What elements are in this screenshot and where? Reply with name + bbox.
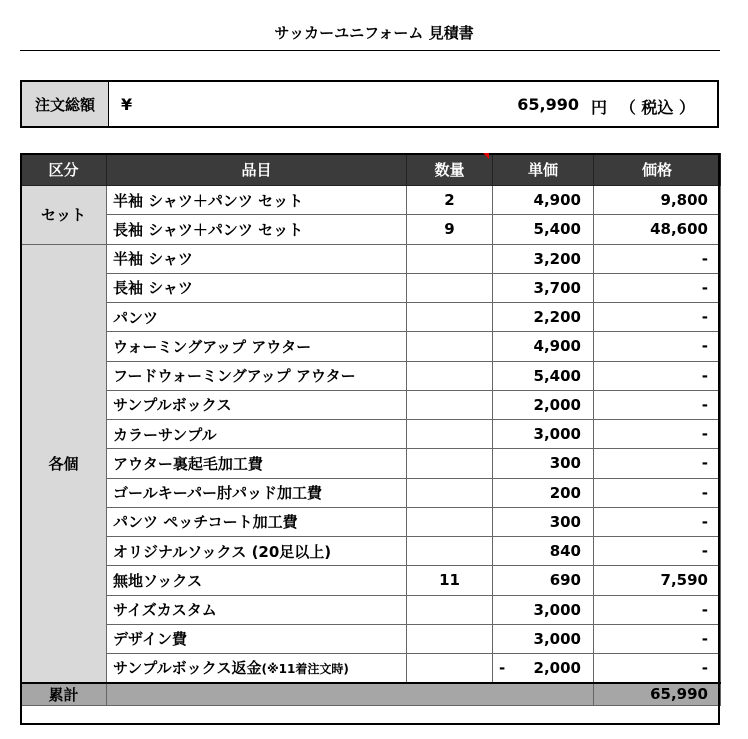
price-cell[interactable]: - — [594, 273, 721, 302]
item-cell[interactable]: ウォーミングアップ アウター — [107, 332, 407, 361]
item-cell[interactable]: 無地ソックス — [107, 566, 407, 595]
price-cell[interactable]: 9,800 — [594, 186, 721, 215]
estimate-table — [20, 153, 721, 706]
order-total-box — [20, 80, 719, 128]
item-cell[interactable]: 半袖 シャツ＋パンツ セット — [107, 186, 407, 215]
sum-label-cell[interactable]: 累計 — [21, 683, 107, 706]
table-row — [21, 390, 721, 419]
item-cell[interactable]: カラーサンプル — [107, 420, 407, 449]
price-cell[interactable]: - — [594, 303, 721, 332]
table-row — [21, 566, 721, 595]
quantity-cell[interactable]: 9 — [407, 215, 493, 244]
quantity-cell[interactable] — [407, 332, 493, 361]
price-cell[interactable]: - — [594, 244, 721, 273]
table-row — [21, 595, 721, 624]
unit-price-cell[interactable]: 3,700 — [493, 273, 594, 302]
table-row — [21, 507, 721, 536]
item-cell[interactable]: ゴールキーパー肘パッド加工費 — [107, 478, 407, 507]
comment-marker-icon[interactable] — [483, 153, 489, 159]
sum-row — [21, 683, 721, 706]
table-row — [21, 449, 721, 478]
refund-unit-price: 2,000 — [533, 658, 581, 677]
price-cell[interactable]: 7,590 — [594, 566, 721, 595]
quantity-cell[interactable] — [407, 303, 493, 332]
order-total-amount: 65,990 — [517, 95, 579, 114]
order-total-label: 注文総額 — [22, 82, 109, 126]
table-row — [21, 186, 721, 215]
item-cell[interactable]: アウター裏起毛加工費 — [107, 449, 407, 478]
price-cell[interactable]: 48,600 — [594, 215, 721, 244]
currency-symbol: ¥ — [121, 95, 133, 114]
price-cell[interactable]: - — [594, 361, 721, 390]
quantity-cell[interactable] — [407, 273, 493, 302]
title-underline — [20, 50, 720, 51]
price-cell[interactable]: - — [594, 595, 721, 624]
table-row — [21, 420, 721, 449]
quantity-cell[interactable] — [407, 537, 493, 566]
quantity-cell[interactable] — [407, 361, 493, 390]
item-cell[interactable]: パンツ — [107, 303, 407, 332]
unit-price-cell[interactable]: 4,900 — [493, 332, 594, 361]
item-cell[interactable]: 長袖 シャツ＋パンツ セット — [107, 215, 407, 244]
quantity-cell[interactable] — [407, 390, 493, 419]
category-individual-cell[interactable]: 各個 — [21, 244, 107, 683]
unit-price-cell[interactable]: 2,200 — [493, 303, 594, 332]
item-cell[interactable]: 半袖 シャツ — [107, 244, 407, 273]
unit-price-cell[interactable]: 3,000 — [493, 420, 594, 449]
page-title: サッカーユニフォーム 見積書 — [274, 24, 474, 42]
unit-price-cell[interactable]: 5,400 — [493, 215, 594, 244]
price-cell[interactable]: - — [594, 420, 721, 449]
refund-item-label: サンプルボックス返金 — [113, 659, 262, 678]
refund-item-note: (※11着注文時) — [261, 662, 349, 677]
quantity-cell[interactable] — [407, 654, 493, 683]
category-set-cell[interactable]: セット — [21, 186, 107, 245]
unit-price-cell[interactable]: 3,000 — [493, 624, 594, 653]
price-cell[interactable]: - — [594, 449, 721, 478]
header-unit-price[interactable]: 単価 — [493, 154, 594, 186]
order-total-tax-note: （ 税込 ） — [619, 98, 695, 117]
table-row — [21, 654, 721, 683]
unit-price-cell[interactable]: 5,400 — [493, 361, 594, 390]
order-total-value-cell[interactable] — [109, 82, 717, 126]
quantity-cell[interactable] — [407, 449, 493, 478]
price-cell[interactable]: - — [594, 478, 721, 507]
price-cell[interactable]: - — [594, 507, 721, 536]
table-row — [21, 624, 721, 653]
unit-price-cell[interactable] — [493, 654, 594, 683]
item-cell[interactable]: パンツ ペッチコート加工費 — [107, 507, 407, 536]
quantity-cell[interactable]: 2 — [407, 186, 493, 215]
price-cell[interactable]: - — [594, 624, 721, 653]
unit-price-cell[interactable]: 4,900 — [493, 186, 594, 215]
order-total-unit: 円 — [590, 98, 607, 117]
header-quantity[interactable]: 数量 — [407, 154, 493, 186]
price-cell[interactable]: - — [594, 654, 721, 683]
item-cell[interactable]: オリジナルソックス (20足以上) — [107, 537, 407, 566]
item-cell[interactable]: デザイン費 — [107, 624, 407, 653]
unit-price-cell[interactable]: 2,000 — [493, 390, 594, 419]
header-item[interactable]: 品目 — [107, 154, 407, 186]
quantity-cell[interactable] — [407, 478, 493, 507]
table-row — [21, 332, 721, 361]
item-cell[interactable]: サンプルボックス — [107, 390, 407, 419]
table-row — [21, 244, 721, 273]
quantity-cell[interactable] — [407, 420, 493, 449]
quantity-cell[interactable] — [407, 507, 493, 536]
unit-price-cell[interactable]: 3,200 — [493, 244, 594, 273]
item-cell[interactable]: 長袖 シャツ — [107, 273, 407, 302]
sum-blank-cell[interactable] — [107, 683, 594, 706]
price-cell[interactable]: - — [594, 390, 721, 419]
price-cell[interactable]: - — [594, 332, 721, 361]
table-header-row — [21, 154, 721, 186]
item-cell[interactable]: サイズカスタム — [107, 595, 407, 624]
header-price[interactable]: 価格 — [594, 154, 721, 186]
table-row — [21, 215, 721, 244]
quantity-cell[interactable]: 11 — [407, 566, 493, 595]
sum-total-cell[interactable]: 65,990 — [594, 683, 721, 706]
price-cell[interactable]: - — [594, 537, 721, 566]
negative-sign: - — [499, 659, 506, 677]
unit-price-cell[interactable]: 3,000 — [493, 595, 594, 624]
quantity-cell[interactable] — [407, 244, 493, 273]
unit-price-cell[interactable]: 300 — [493, 449, 594, 478]
unit-price-cell[interactable]: 300 — [493, 507, 594, 536]
quantity-cell[interactable] — [407, 624, 493, 653]
table-row — [21, 361, 721, 390]
unit-price-cell[interactable]: 200 — [493, 478, 594, 507]
table-row — [21, 303, 721, 332]
header-category[interactable]: 区分 — [21, 154, 107, 186]
table-row — [21, 273, 721, 302]
table-row — [21, 478, 721, 507]
unit-price-cell[interactable]: 690 — [493, 566, 594, 595]
unit-price-cell[interactable]: 840 — [493, 537, 594, 566]
item-cell[interactable]: フードウォーミングアップ アウター — [107, 361, 407, 390]
item-cell[interactable] — [107, 654, 407, 683]
quantity-cell[interactable] — [407, 595, 493, 624]
table-row — [21, 537, 721, 566]
